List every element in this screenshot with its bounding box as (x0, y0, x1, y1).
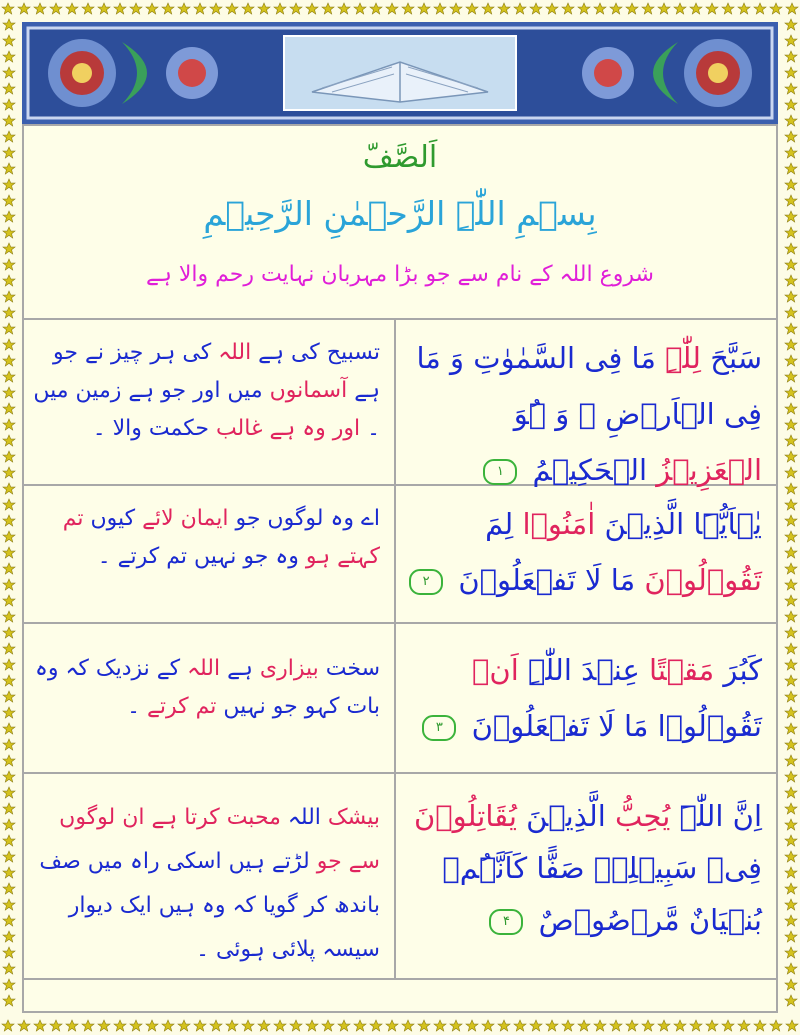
border-star-icon (402, 3, 414, 14)
border-star-icon (466, 3, 478, 14)
border-star-icon (785, 899, 797, 910)
border-star-icon (785, 291, 797, 302)
border-star-icon (3, 99, 15, 110)
border-star-icon (3, 563, 15, 574)
border-star-icon (66, 1020, 78, 1031)
border-star-icon (785, 707, 797, 718)
border-star-icon (354, 1020, 366, 1031)
border-star-icon (3, 579, 15, 590)
arabic-text: یٰۤاَیُّہَا الَّذِیۡنَ (595, 507, 762, 541)
border-star-icon (482, 1020, 494, 1031)
urdu-highlight: بیزاری (259, 656, 319, 681)
border-star-icon (3, 739, 15, 750)
border-star-icon (3, 899, 15, 910)
border-star-icon (3, 19, 15, 30)
border-star-icon (3, 883, 15, 894)
border-star-icon (146, 1020, 158, 1031)
border-star-icon (785, 131, 797, 142)
border-star-icon (354, 3, 366, 14)
arabic-text: الۡحَکِیۡمُ (532, 453, 657, 487)
urdu-highlight: اللہ (187, 656, 221, 681)
border-star-icon (785, 531, 797, 542)
border-star-icon (3, 163, 15, 174)
arabic-text: اِنَّ اللّٰہَ (670, 799, 762, 833)
border-star-icon (754, 3, 766, 14)
border-star-icon (3, 355, 15, 366)
border-star-icon (3, 179, 15, 190)
border-star-icon (562, 3, 574, 14)
border-star-icon (642, 3, 654, 14)
border-star-icon (3, 851, 15, 862)
border-star-icon (3, 691, 15, 702)
border-star-icon (3, 627, 15, 638)
border-star-icon (3, 931, 15, 942)
border-star-icon (785, 643, 797, 654)
border-star-icon (338, 1020, 350, 1031)
border-star-icon (785, 867, 797, 878)
border-star-icon (785, 819, 797, 830)
arabic-text: مَا لَا تَفۡعَلُوۡنَ (458, 563, 645, 597)
arabic-text: عِنۡدَ اللّٰہِ (518, 653, 650, 687)
border-star-icon (258, 3, 270, 14)
urdu-highlight: تم کرتے (147, 694, 217, 719)
border-star-icon (3, 947, 15, 958)
border-star-icon (482, 3, 494, 14)
border-star-icon (738, 3, 750, 14)
border-star-icon (210, 3, 222, 14)
border-star-icon (370, 1020, 382, 1031)
border-star-icon (370, 3, 382, 14)
border-star-icon (242, 3, 254, 14)
border-star-icon (306, 3, 318, 14)
border-star-icon (785, 451, 797, 462)
border-star-icon (226, 3, 238, 14)
urdu-translation (22, 624, 396, 772)
border-star-icon (785, 835, 797, 846)
border-star-icon (3, 243, 15, 254)
border-star-icon (594, 1020, 606, 1031)
border-star-icon (274, 1020, 286, 1031)
border-star-icon (770, 1020, 782, 1031)
border-star-icon (785, 499, 797, 510)
bismillah: بِسۡمِ اللّٰہِ الرَّحۡمٰنِ الرَّحِیۡمِ (203, 194, 597, 233)
border-star-icon (3, 435, 15, 446)
border-star-icon (785, 371, 797, 382)
border-star-icon (3, 995, 15, 1006)
border-star-icon (66, 3, 78, 14)
border-star-icon (785, 419, 797, 430)
border-star-icon (274, 3, 286, 14)
border-star-icon (785, 931, 797, 942)
arabic-text: تَقُوۡلُوۡا مَا لَا تَفۡعَلُوۡنَ (471, 709, 762, 743)
border-star-icon (785, 67, 797, 78)
border-star-icon (3, 35, 15, 46)
border-star-icon (3, 259, 15, 270)
border-star-icon (578, 1020, 590, 1031)
urdu-text: لڑتے ہیں (228, 849, 310, 874)
border-star-icon (3, 723, 15, 734)
border-star-icon (498, 3, 510, 14)
border-star-icon (3, 147, 15, 158)
urdu-translation (22, 774, 396, 978)
border-star-icon (50, 1020, 62, 1031)
ayah-row (22, 624, 778, 774)
border-star-icon (785, 803, 797, 814)
border-star-icon (450, 3, 462, 14)
arabic-text: کَبُرَ (714, 653, 762, 687)
urdu-highlight: اور وہ ہے غالب (215, 416, 361, 441)
border-star-icon (3, 643, 15, 654)
arabic-highlight: یُقَاتِلُوۡنَ (413, 799, 517, 833)
border-star-icon (785, 515, 797, 526)
border-star-icon (514, 3, 526, 14)
border-star-icon (242, 1020, 254, 1031)
urdu-highlight: تم کہتے ہو (62, 506, 380, 569)
border-star-icon (3, 115, 15, 126)
border-star-icon (3, 371, 15, 382)
border-star-icon (82, 3, 94, 14)
border-star-icon (785, 723, 797, 734)
border-star-icon (3, 547, 15, 558)
border-star-icon (322, 3, 334, 14)
border-star-icon (514, 1020, 526, 1031)
border-star-icon (290, 3, 302, 14)
border-star-icon (546, 1020, 558, 1031)
border-star-icon (785, 611, 797, 622)
border-star-icon (738, 1020, 750, 1031)
border-star-icon (785, 19, 797, 30)
arabic-highlight: یُحِبُّ (615, 799, 671, 833)
border-star-icon (658, 3, 670, 14)
urdu-text: وہ جو نہیں تم کرتے ۔ (97, 544, 306, 569)
border-star-icon (785, 275, 797, 286)
border-star-icon (785, 675, 797, 686)
border-star-icon (3, 195, 15, 206)
border-star-icon (785, 579, 797, 590)
border-star-icon (434, 1020, 446, 1031)
border-star-icon (562, 1020, 574, 1031)
urdu-highlight: آسمانوں (269, 378, 348, 403)
urdu-text: ہے (220, 656, 260, 681)
border-star-icon (3, 403, 15, 414)
border-star-icon (450, 1020, 462, 1031)
border-star-icon (82, 1020, 94, 1031)
border-star-icon (3, 963, 15, 974)
border-star-icon (18, 1020, 30, 1031)
border-star-icon (785, 563, 797, 574)
urdu-text: تسبیح کی ہے (251, 340, 380, 365)
border-star-icon (722, 1020, 734, 1031)
border-star-icon (785, 355, 797, 366)
arabic-highlight: لِلّٰہِ (665, 341, 701, 375)
border-star-icon (114, 1020, 126, 1031)
border-star-icon (194, 1020, 206, 1031)
border-star-icon (610, 1020, 622, 1031)
urdu-text: کی ہر چیز نے جو ہے (53, 340, 380, 403)
border-star-icon (546, 3, 558, 14)
border-star-icon (3, 531, 15, 542)
border-star-icon (785, 947, 797, 958)
border-star-icon (3, 771, 15, 782)
urdu-text: سخت (318, 656, 380, 681)
border-star-icon (785, 627, 797, 638)
border-star-icon (785, 963, 797, 974)
border-star-icon (3, 291, 15, 302)
border-star-icon (785, 787, 797, 798)
border-star-icon (3, 307, 15, 318)
border-star-icon (258, 1020, 270, 1031)
border-star-icon (785, 51, 797, 62)
border-star-icon (3, 595, 15, 606)
arabic-highlight: الۡعَزِیۡزُ (656, 453, 762, 487)
ayah-number-marker: ۲ (409, 569, 443, 595)
urdu-translation (22, 320, 396, 484)
border-star-icon (530, 3, 542, 14)
border-star-icon (3, 867, 15, 878)
border-star-icon (785, 211, 797, 222)
arabic-verse (396, 486, 778, 622)
border-star-icon (722, 3, 734, 14)
border-star-icon (610, 3, 622, 14)
arabic-verse (396, 774, 778, 978)
border-star-icon (3, 323, 15, 334)
border-star-icon (3, 483, 15, 494)
arabic-text: مَا فِی السَّمٰوٰتِ وَ مَا فِی الۡاَرۡضِ ۚ وَ ہُوَ (416, 341, 762, 431)
urdu-text: اے وہ لوگوں جو (228, 506, 380, 531)
border-star-icon (785, 179, 797, 190)
border-star-icon (785, 387, 797, 398)
urdu-text: ہیں ایک دیوار (68, 893, 196, 918)
arabic-text: سَبَّحَ (701, 341, 762, 375)
header-banner-image (22, 22, 778, 126)
border-star-icon (3, 275, 15, 286)
border-star-icon (785, 995, 797, 1006)
border-star-icon (785, 979, 797, 990)
border-star-icon (386, 3, 398, 14)
border-star-icon (785, 339, 797, 350)
urdu-text: سیسہ پلائی ہوئی ۔ (196, 937, 380, 962)
border-star-icon (162, 3, 174, 14)
border-star-icon (785, 467, 797, 478)
border-star-icon (658, 1020, 670, 1031)
border-star-icon (3, 611, 15, 622)
ayah-number-marker: ۴ (489, 909, 523, 935)
border-star-icon (785, 163, 797, 174)
arabic-highlight: تَقُوۡلُوۡنَ (644, 563, 762, 597)
border-star-icon (210, 1020, 222, 1031)
border-star-icon (2, 1020, 14, 1031)
border-star-icon (642, 1020, 654, 1031)
border-star-icon (785, 691, 797, 702)
border-star-icon (785, 659, 797, 670)
bismillah-translation: شروع اللہ کے نام سے جو بڑا مہربان نہایت رحم والا ہے (146, 262, 654, 287)
border-star-icon (98, 3, 110, 14)
border-star-icon (3, 915, 15, 926)
border-star-icon (786, 3, 798, 14)
border-star-icon (466, 1020, 478, 1031)
border-star-icon (785, 771, 797, 782)
ayah-row (22, 320, 778, 486)
border-star-icon (594, 3, 606, 14)
urdu-text: کیوں (83, 506, 143, 531)
arabic-highlight: اَنۡ (472, 653, 519, 687)
arabic-highlight: اٰمَنُوۡا (522, 507, 596, 541)
border-star-icon (3, 659, 15, 670)
border-star-icon (785, 883, 797, 894)
border-star-icon (50, 3, 62, 14)
ornamental-banner (22, 22, 778, 124)
border-star-icon (3, 419, 15, 430)
border-star-icon (785, 307, 797, 318)
arabic-verse (396, 624, 778, 772)
border-star-icon (578, 3, 590, 14)
border-star-icon (626, 1020, 638, 1031)
ayah-number-marker: ۳ (422, 715, 456, 741)
border-star-icon (194, 3, 206, 14)
border-star-icon (785, 99, 797, 110)
border-star-icon (338, 3, 350, 14)
arabic-text: لِمَ (485, 507, 523, 541)
border-star-icon (386, 1020, 398, 1031)
border-star-icon (130, 3, 142, 14)
border-star-icon (785, 195, 797, 206)
border-star-icon (146, 3, 158, 14)
border-star-icon (178, 3, 190, 14)
border-star-icon (114, 3, 126, 14)
border-star-icon (785, 259, 797, 270)
surah-header (22, 124, 778, 320)
border-star-icon (3, 515, 15, 526)
border-star-icon (785, 483, 797, 494)
border-star-icon (785, 739, 797, 750)
ayah-row (22, 774, 778, 980)
border-star-icon (3, 211, 15, 222)
border-star-icon (785, 595, 797, 606)
urdu-text: حکمت والا ۔ (92, 416, 216, 441)
border-star-icon (2, 3, 14, 14)
border-star-icon (130, 1020, 142, 1031)
border-star-icon (3, 339, 15, 350)
border-star-icon (402, 1020, 414, 1031)
border-star-icon (785, 83, 797, 94)
border-star-icon (785, 755, 797, 766)
urdu-highlight: بیشک (320, 805, 380, 830)
border-star-icon (290, 1020, 302, 1031)
border-star-icon (18, 3, 30, 14)
arabic-highlight: مَقۡتًا (649, 653, 715, 687)
border-star-icon (3, 707, 15, 718)
border-star-icon (3, 499, 15, 510)
border-star-icon (785, 915, 797, 926)
border-star-icon (754, 1020, 766, 1031)
border-star-icon (498, 1020, 510, 1031)
border-star-icon (3, 67, 15, 78)
border-star-icon (3, 803, 15, 814)
border-star-icon (785, 243, 797, 254)
border-star-icon (3, 787, 15, 798)
border-star-icon (162, 1020, 174, 1031)
border-star-icon (98, 1020, 110, 1031)
border-star-icon (3, 387, 15, 398)
border-star-icon (34, 1020, 46, 1031)
arabic-verse (396, 320, 778, 487)
border-star-icon (785, 147, 797, 158)
border-star-icon (306, 1020, 318, 1031)
border-star-icon (770, 3, 782, 14)
border-star-icon (3, 819, 15, 830)
border-star-icon (626, 3, 638, 14)
ayah-number-marker: ۱ (483, 459, 517, 485)
urdu-text: میں اور جو ہے زمین میں ۔ (33, 378, 380, 441)
border-star-icon (3, 131, 15, 142)
border-star-icon (418, 1020, 430, 1031)
border-star-icon (34, 3, 46, 14)
border-star-icon (785, 323, 797, 334)
border-star-icon (530, 1020, 542, 1031)
border-star-icon (3, 227, 15, 238)
urdu-highlight: محبت کرتا ہے ان لوگوں سے جو (59, 805, 380, 874)
border-star-icon (690, 1020, 702, 1031)
border-star-icon (3, 467, 15, 478)
border-star-icon (785, 115, 797, 126)
border-star-icon (785, 35, 797, 46)
border-star-icon (690, 3, 702, 14)
border-star-icon (322, 1020, 334, 1031)
border-star-icon (786, 1020, 798, 1031)
border-star-icon (785, 403, 797, 414)
border-star-icon (785, 435, 797, 446)
border-star-icon (785, 227, 797, 238)
border-star-icon (226, 1020, 238, 1031)
border-star-icon (3, 51, 15, 62)
urdu-translation (22, 486, 396, 622)
border-star-icon (3, 755, 15, 766)
border-star-icon (785, 547, 797, 558)
border-star-icon (706, 1020, 718, 1031)
border-star-icon (178, 1020, 190, 1031)
border-star-icon (3, 451, 15, 462)
border-star-icon (674, 1020, 686, 1031)
border-star-icon (785, 851, 797, 862)
surah-title: اَلصَّفّ (362, 140, 438, 175)
urdu-text: اسکی راہ میں صف باندھ کر گویا کہ وہ (39, 849, 380, 918)
urdu-highlight: ایمان لائے (142, 506, 229, 531)
urdu-text: ۔ (127, 694, 147, 719)
urdu-text: کے نزدیک کہ وہ بات کہو جو نہیں (35, 656, 380, 719)
border-star-icon (3, 979, 15, 990)
border-star-icon (3, 675, 15, 686)
border-star-icon (3, 835, 15, 846)
urdu-highlight: اللہ (218, 340, 252, 365)
border-star-icon (434, 3, 446, 14)
border-star-icon (674, 3, 686, 14)
arabic-text: فِیۡ سَبِیۡلِہٖ صَفًّا کَاَنَّہُمۡ بُنۡیَانٌ مَّرۡصُوۡصٌ (442, 851, 762, 937)
urdu-text: اللہ (287, 805, 321, 830)
border-star-icon (3, 83, 15, 94)
border-star-icon (706, 3, 718, 14)
ayah-row (22, 486, 778, 624)
arabic-text: الَّذِیۡنَ (516, 799, 616, 833)
border-star-icon (418, 3, 430, 14)
